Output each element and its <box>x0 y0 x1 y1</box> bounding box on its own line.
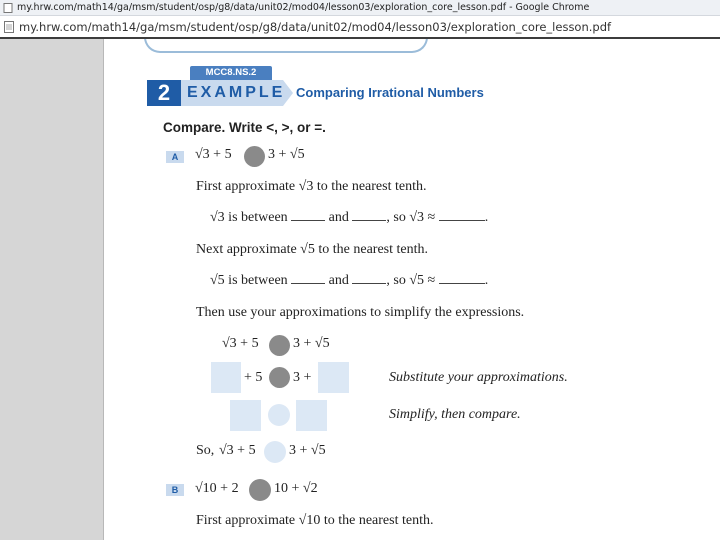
work-row2-left: + 5 <box>244 370 263 385</box>
answer-blank[interactable] <box>291 219 325 221</box>
part-b-expr-left: √10 + 2 <box>195 481 239 496</box>
answer-blank[interactable] <box>352 219 386 221</box>
example-number: 2 <box>147 80 181 106</box>
answer-box[interactable] <box>211 362 241 393</box>
part-a-expr-left: √3 + 5 <box>195 147 232 162</box>
part-a-badge: A <box>166 151 184 163</box>
page-icon <box>3 21 15 33</box>
sqrt3-between-line <box>210 210 488 226</box>
answer-blank[interactable] <box>291 282 325 284</box>
step-approx-sqrt5: Next approximate √5 to the nearest tenth. <box>196 242 428 257</box>
answer-box[interactable] <box>230 400 261 431</box>
line-end: . <box>484 210 489 225</box>
answer-box[interactable] <box>296 400 327 431</box>
work-row1-answer-circle[interactable] <box>269 335 290 356</box>
work-row2-right: 3 + <box>293 370 312 385</box>
step-approx-sqrt10: First approximate √10 to the nearest tenth. <box>196 513 434 528</box>
note-substitute: Substitute your approximations. <box>389 370 568 385</box>
part-b-answer-circle[interactable] <box>249 479 271 501</box>
example-title: Comparing Irrational Numbers <box>296 85 484 100</box>
sqrt5-between-line <box>210 273 488 289</box>
step-simplify: Then use your approximations to simplify the expressions. <box>196 305 525 320</box>
line-and: and <box>328 273 349 288</box>
conclusion-right: 3 + √5 <box>289 443 326 458</box>
line-lead: √3 is between <box>210 210 288 225</box>
url-text[interactable]: my.hrw.com/math14/ga/msm/student/osp/g8/data/unit02/mod04/lesson03/exploration_core_lesson.pdf <box>19 19 612 34</box>
conclusion-answer-circle[interactable] <box>264 441 286 463</box>
window-title-bar <box>0 0 720 16</box>
address-bar[interactable] <box>0 16 720 39</box>
window-title: my.hrw.com/math14/ga/msm/student/osp/g8/data/unit02/mod04/lesson03/exploration_core_lesson.pdf - Google Chrome <box>17 2 590 13</box>
line-so: , so √3 ≈ <box>386 210 436 225</box>
answer-blank[interactable] <box>352 282 386 284</box>
part-a-answer-circle[interactable] <box>244 146 265 167</box>
step-approx-sqrt3: First approximate √3 to the nearest tenth. <box>196 179 427 194</box>
standard-tag: MCC8.NS.2 <box>190 66 272 80</box>
example-label: EXAMPLE <box>181 80 283 106</box>
pdf-page[interactable] <box>103 39 720 540</box>
part-b-badge: B <box>166 484 184 496</box>
work-row2-answer-circle[interactable] <box>269 367 290 388</box>
answer-blank[interactable] <box>439 219 485 221</box>
page-icon <box>3 3 13 13</box>
note-simplify: Simplify, then compare. <box>389 407 521 422</box>
answer-box[interactable] <box>318 362 349 393</box>
part-b-expr-right: 10 + √2 <box>274 481 318 496</box>
instruction: Compare. Write <, >, or =. <box>163 120 326 135</box>
line-so: , so √5 ≈ <box>386 273 436 288</box>
previous-section-border <box>144 39 428 53</box>
work-row3-answer-circle[interactable] <box>268 404 290 426</box>
example-banner-arrow <box>283 80 293 106</box>
work-row1-left: √3 + 5 <box>222 336 259 351</box>
part-a-expr-right: 3 + √5 <box>268 147 305 162</box>
conclusion-lead: So, <box>196 443 215 458</box>
line-and: and <box>328 210 349 225</box>
work-row1-right: 3 + √5 <box>293 336 330 351</box>
conclusion-left: √3 + 5 <box>219 443 256 458</box>
line-lead: √5 is between <box>210 273 288 288</box>
line-end: . <box>484 273 489 288</box>
answer-blank[interactable] <box>439 282 485 284</box>
